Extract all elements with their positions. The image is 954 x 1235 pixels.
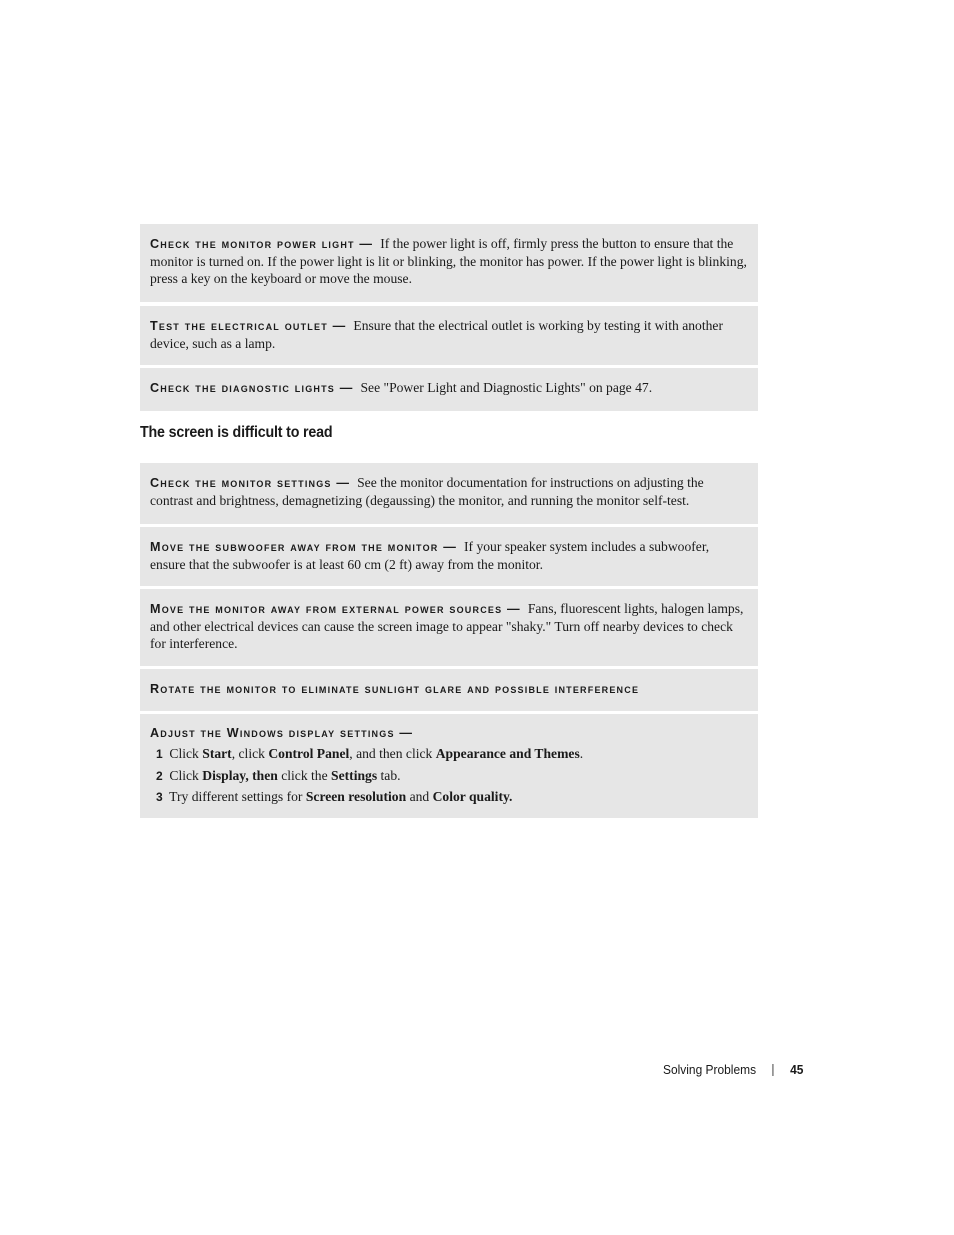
list-item (156, 745, 748, 763)
tip-box (140, 669, 758, 711)
step-number: 3 (156, 790, 163, 804)
step-text-run: . (579, 746, 584, 761)
tip-box (140, 224, 758, 302)
step-ui-term: Display, then (202, 767, 278, 783)
footer-section-title: Solving Problems (663, 1062, 757, 1077)
step-ui-term: Start (202, 746, 232, 761)
windows-settings-box (140, 714, 758, 818)
step-ui-term: Settings (331, 767, 378, 783)
tip-lead: Move the monitor away from external power sources — (150, 602, 521, 616)
footer-divider (773, 1064, 774, 1076)
step-text (169, 746, 583, 761)
step-text-run: , click (231, 746, 269, 761)
step-ui-term: Control Panel (268, 746, 350, 761)
tip-text: If your speaker system includes a subwoofer, ensure that the subwoofer is at least 60 cm (2 ft) away from the monitor. (150, 539, 710, 572)
tip-text: Fans, fluorescent lights, halogen lamps, and other electrical devices can cause the screen image to appear "shaky." Turn off nearby devices to check for interference. (150, 601, 744, 651)
tip-text: If the power light is off, firmly press the button to ensure that the monitor is turned on. If the power light is lit or blinking, the monitor has power. If the power light is blinking, press a key on the keyboard or move the mouse. (150, 236, 747, 286)
step-text-run: Click (169, 767, 203, 783)
list-item (156, 767, 748, 785)
tip-lead: Move the subwoofer away from the monitor — (150, 540, 457, 554)
step-number: 1 (156, 747, 163, 761)
step-text-run: Try different settings for (169, 789, 306, 804)
step-text (169, 768, 400, 783)
tip-lead: Check the diagnostic lights — (150, 381, 354, 395)
tip-box (140, 589, 758, 666)
list-item (156, 788, 748, 806)
tip-lead: Rotate the monitor to eliminate sunlight glare and possible interference (150, 682, 640, 696)
tip-box (140, 463, 758, 524)
step-ui-term: Appearance and Themes (435, 746, 580, 761)
tip-lead: Adjust the Windows display settings — (150, 726, 414, 740)
step-text-run: , and then click (349, 746, 436, 761)
tip-box (140, 368, 758, 411)
tip-text: See "Power Light and Diagnostic Lights" on page 47. (360, 380, 653, 395)
tip-box (140, 306, 758, 365)
tip-box (140, 527, 758, 586)
tip-lead: Check the monitor settings — (150, 476, 351, 490)
tip-text: See the monitor documentation for instructions on adjusting the contrast and brightness, demagnetizing (degaussing) the monitor, and running the monitor self-test. (150, 475, 704, 508)
tip-text: Ensure that the electrical outlet is working by testing it with another device, such as a lamp. (150, 318, 723, 351)
tip-lead: Test the electrical outlet — (150, 319, 347, 333)
steps-list (150, 745, 748, 806)
step-ui-term: Color quality. (432, 789, 513, 804)
step-text-run: Click (169, 746, 203, 761)
page-number: 45 (790, 1062, 804, 1077)
tip-lead: Check the monitor power light — (150, 237, 374, 251)
step-text-run: click the (277, 767, 332, 783)
step-ui-term: Screen resolution (305, 789, 407, 804)
section-heading: The screen is difficult to read (140, 424, 333, 441)
step-text-run: tab. (377, 767, 401, 783)
step-text (169, 789, 512, 804)
page-footer (663, 1062, 803, 1077)
step-number: 2 (156, 768, 163, 783)
step-text-run: and (406, 789, 433, 804)
